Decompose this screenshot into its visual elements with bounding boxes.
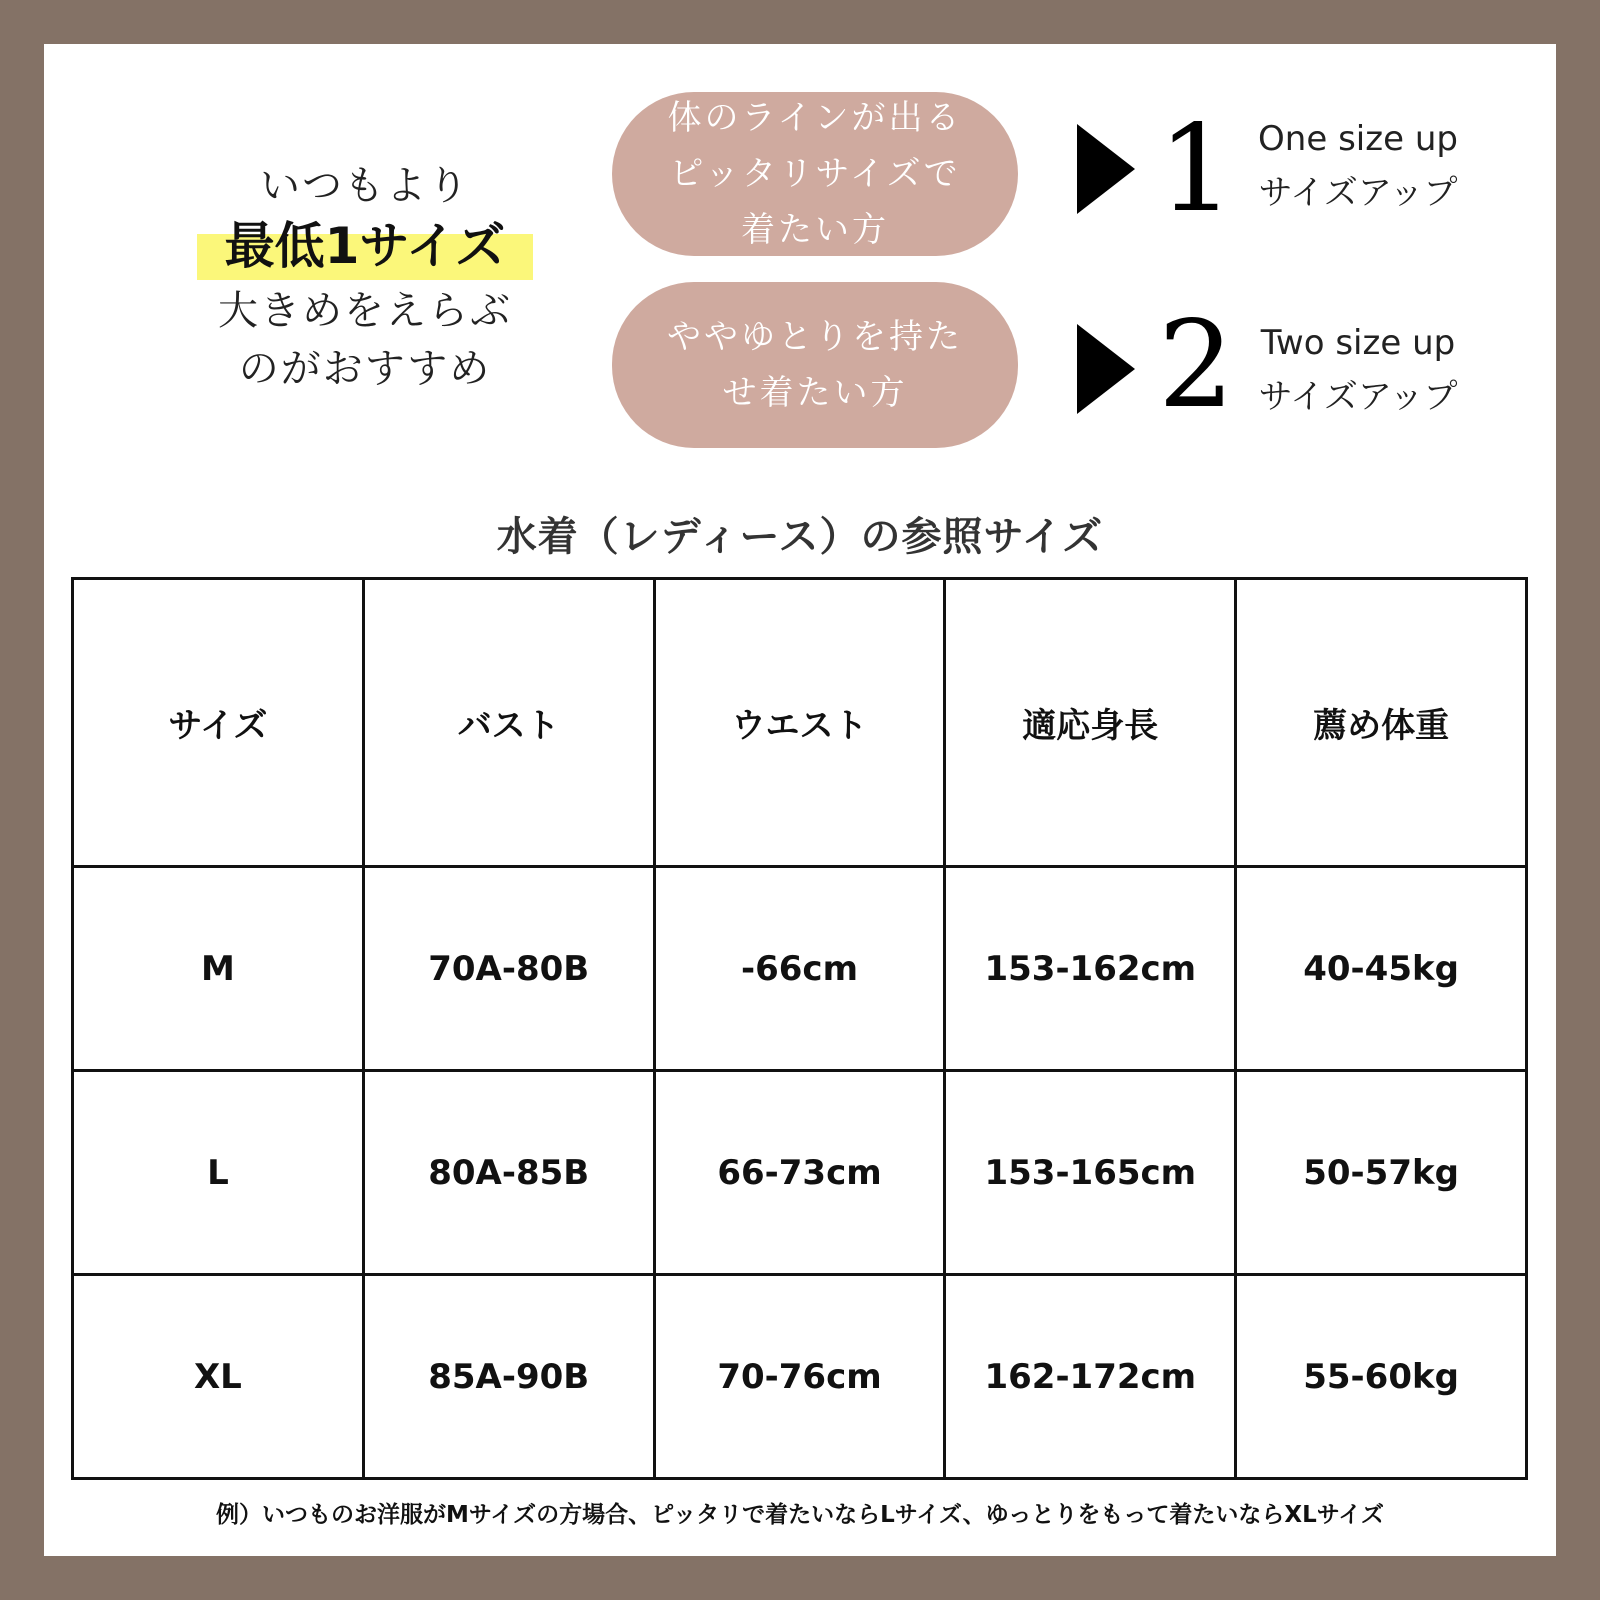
header-cell: バスト (363, 579, 654, 867)
size-up-number-2: 2 (1158, 296, 1235, 435)
size-up-label-1 (1238, 112, 1478, 220)
table-cell: 50-57kg (1236, 1071, 1527, 1275)
table-cell: XL (73, 1275, 364, 1479)
size-up-en-2: Two size up (1260, 323, 1456, 363)
size-up-label-2 (1238, 316, 1478, 424)
condition-pill-2: ややゆとりを持た せ着たい方 (612, 282, 1018, 448)
size-up-jp-2: サイズアップ (1258, 377, 1458, 417)
table-title: 水着（レディース）の参照サイズ (496, 514, 1104, 560)
play-arrow-icon (1077, 324, 1135, 414)
table-row (73, 1275, 1527, 1479)
header-cell: ウエスト (654, 579, 945, 867)
table-row (73, 867, 1527, 1071)
size-table (71, 577, 1528, 1480)
table-cell: -66cm (654, 867, 945, 1071)
header-cell: サイズ (73, 579, 364, 867)
table-cell: 80A-85B (363, 1071, 654, 1275)
intro-line-3: 大きめをえらぶ (218, 288, 512, 334)
intro-block (145, 160, 585, 398)
table-row (73, 1071, 1527, 1275)
table-cell: L (73, 1071, 364, 1275)
table-cell: 162-172cm (945, 1275, 1236, 1479)
intro-line-4: のがおすすめ (238, 346, 492, 392)
table-cell: 40-45kg (1236, 867, 1527, 1071)
size-up-number-1: 1 (1158, 100, 1235, 239)
size-up-en-1: One size up (1258, 119, 1458, 159)
table-cell: 85A-90B (363, 1275, 654, 1479)
table-cell: 55-60kg (1236, 1275, 1527, 1479)
table-cell: 70A-80B (363, 867, 654, 1071)
table-cell: 153-162cm (945, 867, 1236, 1071)
table-cell: 70-76cm (654, 1275, 945, 1479)
intro-highlight: 最低1サイズ (224, 217, 506, 275)
table-cell: M (73, 867, 364, 1071)
intro-line-1: いつもより (260, 163, 470, 209)
highlight-wrap (225, 214, 506, 278)
size-up-jp-1: サイズアップ (1258, 173, 1458, 213)
condition-pill-1: 体のラインが出る ピッタリサイズで 着たい方 (612, 92, 1018, 256)
header-cell: 適応身長 (945, 579, 1236, 867)
footnote: 例）いつものお洋服がMサイズの方場合、ピッタリで着たいならLサイズ、ゆっとりをもって着たいならXLサイズ (216, 1502, 1384, 1528)
table-cell: 66-73cm (654, 1071, 945, 1275)
table-header-row (73, 579, 1527, 867)
table-cell: 153-165cm (945, 1071, 1236, 1275)
header-cell: 薦め体重 (1236, 579, 1527, 867)
play-arrow-icon (1077, 124, 1135, 214)
